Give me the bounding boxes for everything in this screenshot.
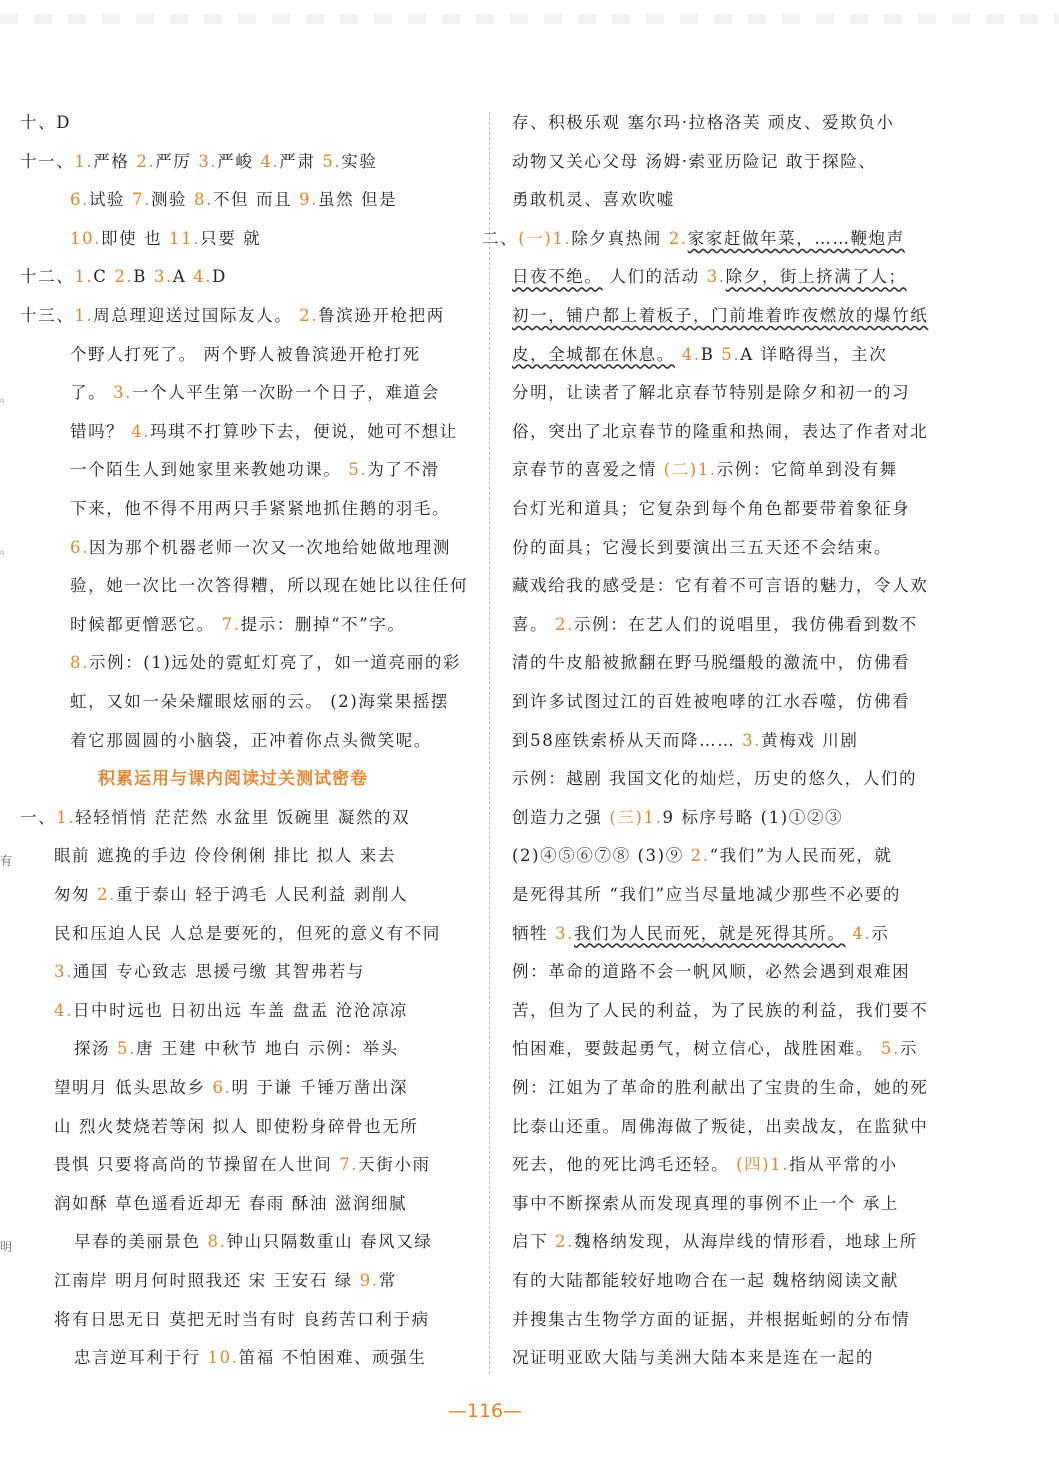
question-number: 10. xyxy=(70,228,102,248)
question-number: (四)1. xyxy=(736,1155,790,1175)
answer-text: 勇敢机灵、喜欢吹嘘 xyxy=(512,190,675,210)
answer-text: 十二、 xyxy=(20,267,75,287)
answer-text: 时候都更憎恶它。 xyxy=(70,614,222,634)
answer-text: 一个人平生第一次盼一个日子，难道会 xyxy=(132,383,440,403)
answer-line xyxy=(54,1301,430,1340)
answer-text: 畏惧 只要将高尚的节操留在人世间 xyxy=(54,1155,340,1175)
answer-text: 十、D xyxy=(20,113,72,132)
answer-line xyxy=(512,1339,874,1378)
answer-text: 况证明亚欧大陆与美洲大陆本来是连在一起的 xyxy=(512,1348,874,1368)
answer-text: 指从平常的小 xyxy=(789,1155,898,1175)
answer-text: 钟山只隔数重山 春风又绿 xyxy=(226,1232,433,1252)
answer-text: 二、 xyxy=(482,228,519,248)
answer-line xyxy=(512,1223,918,1262)
answer-text: 示例：在艺人们的说唱里，我仿佛看到数不 xyxy=(574,614,918,634)
answer-text: 示例：它简单到没有舞 xyxy=(716,460,898,480)
answer-line xyxy=(54,1146,431,1185)
answer-text: 牺牲 xyxy=(512,923,556,943)
question-number: 5. xyxy=(348,460,368,480)
question-number: 2. xyxy=(555,1232,574,1252)
question-number: 9. xyxy=(299,190,318,210)
answer-line xyxy=(70,451,440,490)
question-number: 7. xyxy=(339,1155,359,1175)
underlined-answer: 初一，铺户都上着板子，门前堆着昨夜燃放的爆竹纸 xyxy=(512,306,929,325)
answer-text: 民和压迫人民 人总是要死的，但死的意义有不同 xyxy=(54,923,441,943)
answer-line xyxy=(70,722,432,761)
answer-line xyxy=(70,220,261,259)
answer-line xyxy=(512,1262,899,1301)
answer-line xyxy=(512,336,887,375)
answer-text: 人们的活动 xyxy=(602,267,707,287)
question-number: 7. xyxy=(221,614,241,634)
answer-text: 试验 xyxy=(88,190,132,210)
question-number: 3. xyxy=(706,267,726,287)
answer-line xyxy=(512,529,892,568)
answer-line xyxy=(74,1223,432,1262)
answer-text: 了。 xyxy=(70,383,114,403)
answer-text: 着它那圆圆的小脑袋，正冲着你点头微笑呢。 xyxy=(70,730,432,750)
question-number: (三)1. xyxy=(609,807,663,827)
question-number: 5. xyxy=(322,151,342,171)
answer-text: 轻轻悄悄 茫茫然 水盆里 饭碗里 凝然的双 xyxy=(75,807,411,827)
answer-line xyxy=(512,953,910,992)
answer-text: 示 xyxy=(871,923,890,943)
question-number: 2. xyxy=(668,228,688,248)
answer-line xyxy=(54,953,365,992)
answer-line xyxy=(512,1108,928,1147)
answer-text: 示 xyxy=(899,1039,918,1059)
question-number: 5. xyxy=(117,1039,136,1059)
question-number: 8. xyxy=(207,1232,227,1252)
question-number: 7. xyxy=(132,190,151,210)
answer-text: B xyxy=(700,344,722,364)
answer-text: 创造力之强 xyxy=(512,807,610,827)
margin-mark: 有 xyxy=(0,854,13,868)
answer-text: 测验 xyxy=(150,190,194,210)
question-number: (一)1. xyxy=(518,228,572,248)
answer-line xyxy=(74,1339,426,1378)
answer-text: 一个陌生人到她家里来教她功课。 xyxy=(70,460,349,480)
answer-text: 望明月 低头思故乡 xyxy=(54,1078,213,1097)
answer-line xyxy=(512,837,893,876)
answer-text: 虹，又如一朵朵耀眼炫丽的云。 (2)海棠果摇摆 xyxy=(70,692,449,711)
underlined-answer: 除夕，街上挤满了人； xyxy=(725,267,907,287)
answer-line xyxy=(54,1262,397,1301)
answer-text: A 详略得当，主次 xyxy=(740,344,888,364)
question-number: 3. xyxy=(555,923,574,943)
question-number: 1. xyxy=(74,151,94,171)
question-number: 2. xyxy=(97,885,116,904)
answer-text: 重于泰山 轻于鸿毛 人民利益 剥削人 xyxy=(116,885,409,904)
answer-line xyxy=(54,1185,407,1224)
question-number: 2. xyxy=(136,151,156,171)
question-number: 4. xyxy=(193,267,213,287)
answer-text: 唐 王建 中秋节 地白 示例：举头 xyxy=(136,1039,399,1059)
answer-line xyxy=(70,490,450,529)
answer-text: 实验 xyxy=(341,151,378,171)
answer-text: 错吗？ xyxy=(70,421,132,441)
question-number: 2. xyxy=(555,614,574,634)
answer-text: 死去，他的死比鸿毛还轻。 xyxy=(512,1155,737,1175)
answer-text: 探汤 xyxy=(74,1039,118,1059)
answer-text: D xyxy=(212,267,227,287)
answer-text: 十一、 xyxy=(20,151,75,171)
answer-text: 严肃 xyxy=(279,151,323,171)
question-number: 3. xyxy=(153,267,173,287)
question-number: 3. xyxy=(742,730,762,750)
answer-text: (2)④⑤⑥⑦⑧ (3)⑨ xyxy=(512,846,691,866)
answer-line xyxy=(20,143,377,182)
answer-text: 是死得其所 “我们”应当尽量地减少那些不必要的 xyxy=(512,885,901,904)
answer-line xyxy=(512,915,889,954)
answer-text: 藏戏给我的感受是：它有着不可言语的魅力，令人欢 xyxy=(512,576,929,596)
answer-text: 江南岸 明月何时照我还 宋 王安石 绿 xyxy=(54,1271,360,1290)
question-number: 4. xyxy=(54,1000,73,1020)
answer-line xyxy=(512,799,843,838)
answer-text: 个野人打死了。 两个野人被鲁滨逊开枪打死 xyxy=(70,344,421,364)
answer-text: 山 烈火焚烧若等闲 拟人 即使粉身碎骨也无所 xyxy=(54,1116,419,1136)
answer-line xyxy=(74,1030,399,1069)
answer-text: 因为那个机器老师一次又一次地给她做地理测 xyxy=(88,537,451,557)
answer-text: 例：革命的道路不会一帆风顺，必然会遇到艰难困 xyxy=(512,962,911,982)
answer-text: 虽然 但是 xyxy=(318,190,398,210)
question-number: 6. xyxy=(70,190,89,210)
answer-text: 俗，突出了北京春节的隆重和热闹，表达了作者对北 xyxy=(512,421,929,441)
question-number: 4. xyxy=(260,151,280,171)
answer-text: 不但 而且 xyxy=(212,190,300,210)
answer-text: 魏格纳发现，从海岸线的情形看，地球上所 xyxy=(574,1232,918,1252)
question-number: 11. xyxy=(169,228,201,248)
answer-text: 验，她一次比一次答得糟，所以现在她比以往任何 xyxy=(70,576,469,596)
question-number: 2. xyxy=(690,846,710,866)
answer-line xyxy=(20,258,227,297)
question-number: 5. xyxy=(880,1039,900,1059)
answer-line xyxy=(54,837,396,876)
question-number: 4. xyxy=(131,421,151,441)
answer-line xyxy=(512,1185,899,1224)
answer-text: 为了不滑 xyxy=(367,460,440,480)
margin-mark: 明 xyxy=(0,1240,13,1254)
answer-line xyxy=(70,683,449,722)
answer-text: 黄梅戏 川剧 xyxy=(761,730,859,750)
answer-line xyxy=(54,992,408,1031)
question-number: 4. xyxy=(852,923,872,943)
answer-text: 笛福 不怕困难、顽强生 xyxy=(238,1348,427,1368)
column-divider xyxy=(489,112,490,1374)
question-number: (二)1. xyxy=(663,460,717,480)
answer-line xyxy=(70,644,461,683)
question-number: 10. xyxy=(207,1348,239,1368)
answer-text: 例：江姐为了革命的胜利献出了宝贵的生命，她的死 xyxy=(512,1078,929,1097)
answer-line xyxy=(512,490,910,529)
answer-line xyxy=(512,451,898,490)
answer-line xyxy=(512,567,928,606)
answer-text: 苦，但为了人民的利益，为了民族的利益，我们要不 xyxy=(512,1000,929,1020)
top-header-strip xyxy=(0,14,1059,24)
answer-text xyxy=(675,345,682,364)
answer-text: 匆匆 xyxy=(54,885,98,904)
answer-text: 十三、 xyxy=(20,306,75,325)
answer-text: 忠言逆耳利于行 xyxy=(74,1348,208,1368)
answer-text: 动物又关心父母 汤姆·索亚历险记 敢于探险、 xyxy=(512,151,877,171)
underlined-answer: 我们为人民而死，就是死得其所。 xyxy=(574,923,846,943)
answer-line xyxy=(512,683,910,722)
answer-text: 份的面具；它漫长到要演出三五天还不会结束。 xyxy=(512,537,893,557)
answer-text: 有的大陆都能较好地吻合在一起 魏格纳阅读文献 xyxy=(512,1271,899,1290)
answer-text: 到58座铁索桥从天而降…… xyxy=(512,730,743,750)
page-number: —116— xyxy=(447,1400,523,1422)
question-number: 3. xyxy=(54,962,73,982)
answer-text: 周总理迎送过国际友人。 xyxy=(93,306,300,325)
question-number: 1. xyxy=(74,306,94,325)
question-number: 3. xyxy=(198,151,218,171)
answer-text: 台灯光和道具；它复杂到每个角色都要带着象征身 xyxy=(512,499,911,518)
answer-line xyxy=(512,1146,898,1185)
answer-text: 京春节的喜爱之情 xyxy=(512,460,664,480)
answer-line xyxy=(512,1069,928,1108)
answer-text: B xyxy=(133,267,154,287)
answer-line xyxy=(70,413,458,452)
answer-text: 除夕真热闹 xyxy=(571,228,669,248)
answer-line xyxy=(512,181,675,220)
answer-line xyxy=(512,297,928,336)
answer-text: 日中时远也 日初出远 车盖 盘盂 沧沧凉凉 xyxy=(72,1000,409,1020)
underlined-answer: 皮，全城都在休息。 xyxy=(512,344,675,364)
answer-text: 清的牛皮船被掀翻在野马脱缰般的激流中，仿佛看 xyxy=(512,653,911,673)
answer-text: 玛琪不打算吵下去，便说，她可不想让 xyxy=(150,421,458,441)
answer-text: 示例：越剧 我国文化的灿烂，历史的悠久，人们的 xyxy=(512,769,918,789)
question-number: 4. xyxy=(681,344,701,364)
answer-line xyxy=(512,606,918,645)
answer-line xyxy=(512,1030,918,1069)
answer-text: 眼前 遮挽的手边 伶伶俐俐 排比 拟人 来去 xyxy=(54,846,396,866)
answer-line xyxy=(20,104,71,143)
question-number: 2. xyxy=(299,306,319,325)
answer-text: 9 标序号略 (1)①②③ xyxy=(662,807,844,827)
question-number: 1. xyxy=(74,267,94,287)
answer-text: 事中不断探索从而发现真理的事例不止一个 承上 xyxy=(512,1193,899,1213)
answer-text: 下来，他不得不用两只手紧紧地抓住鹅的羽毛。 xyxy=(70,499,451,518)
answer-line xyxy=(512,143,876,182)
answer-text: 严峻 xyxy=(217,151,261,171)
answer-text: 怕困难，要鼓起勇气，树立信心，战胜困难。 xyxy=(512,1039,881,1059)
question-number: 1. xyxy=(56,807,76,827)
question-number: 8. xyxy=(70,653,89,673)
answer-line xyxy=(512,258,907,297)
section-title: 积累运用与课内阅读过关测试密卷 xyxy=(98,769,368,790)
answer-text: 润如酥 草色遥看近却无 春雨 酥油 滋润细腻 xyxy=(54,1193,408,1213)
answer-text: 即使 也 xyxy=(101,228,170,248)
answer-text: C xyxy=(93,267,115,287)
answer-line xyxy=(512,374,910,413)
answer-line xyxy=(54,1108,418,1147)
margin-mark: 。 xyxy=(0,542,13,556)
answer-line xyxy=(512,1301,910,1340)
answer-text: “我们”为人民而死，就 xyxy=(709,846,893,866)
answer-text: 启下 xyxy=(512,1232,556,1252)
answer-line xyxy=(512,876,901,915)
answer-line xyxy=(512,992,928,1031)
question-number: 5. xyxy=(721,344,741,364)
question-number: 6. xyxy=(212,1078,232,1097)
answer-text: 示例：(1)远处的霓虹灯亮了，如一道亮丽的彩 xyxy=(88,653,462,673)
answer-line xyxy=(20,297,445,336)
answer-text: 天街小雨 xyxy=(358,1155,431,1175)
answer-text: 早春的美丽景色 xyxy=(74,1232,208,1252)
answer-line xyxy=(512,413,928,452)
answer-line xyxy=(70,374,440,413)
question-number: 8. xyxy=(194,190,213,210)
answer-text: 严格 xyxy=(93,151,137,171)
answer-text: 常 xyxy=(378,1271,397,1290)
answer-line xyxy=(70,529,451,568)
margin-mark: 。 xyxy=(0,390,13,404)
answer-line xyxy=(54,915,441,954)
answer-line xyxy=(70,336,421,375)
answer-line xyxy=(512,722,858,761)
answer-text: 提示：删掉“不”字。 xyxy=(240,614,406,634)
underlined-answer: 日夜不绝。 xyxy=(512,267,603,287)
answer-text: 到许多试图过江的百姓被咆哮的江水吞噬，仿佛看 xyxy=(512,692,911,711)
question-number: 3. xyxy=(113,383,132,403)
question-number: 6. xyxy=(70,537,89,557)
answer-text: 明 于谦 千锤万凿出深 xyxy=(231,1078,409,1097)
answer-text: 鲁滨逊开枪把两 xyxy=(318,306,445,325)
answer-line xyxy=(20,799,410,838)
page-number-value: 116 xyxy=(466,1400,504,1422)
answer-line xyxy=(70,606,405,645)
answer-text: 一、 xyxy=(20,807,57,827)
answer-text: 存、积极乐观 塞尔玛·拉格洛芙 顽皮、爱欺负小 xyxy=(512,113,895,132)
answer-line xyxy=(512,104,895,143)
answer-text: 只要 就 xyxy=(200,228,262,248)
answer-line xyxy=(512,644,910,683)
answer-text: 将有日思无日 莫把无时当有时 良药苦口利于病 xyxy=(54,1309,430,1329)
answer-line xyxy=(512,760,917,799)
answer-line xyxy=(54,1069,408,1108)
underlined-answer: 家家赶做年菜，……鞭炮声 xyxy=(687,228,905,248)
answer-text: 喜。 xyxy=(512,614,556,634)
question-number: 2. xyxy=(114,267,134,287)
answer-text: 通国 专心致志 思援弓缴 其智弗若与 xyxy=(72,962,365,982)
answer-line xyxy=(482,220,905,259)
question-number: 9. xyxy=(359,1271,379,1290)
answer-text: A xyxy=(172,267,194,287)
answer-text: 严厉 xyxy=(155,151,199,171)
answer-text: 分明，让读者了解北京春节特别是除夕和初一的习 xyxy=(512,383,911,403)
answer-line xyxy=(54,876,408,915)
answer-text: 并搜集古生物学方面的证据，并根据蚯蚓的分布情 xyxy=(512,1309,911,1329)
answer-line xyxy=(70,567,468,606)
answer-line xyxy=(70,181,397,220)
answer-text: 比泰山还重。周佛海做了叛徒，出卖战友，在监狱中 xyxy=(512,1116,929,1136)
